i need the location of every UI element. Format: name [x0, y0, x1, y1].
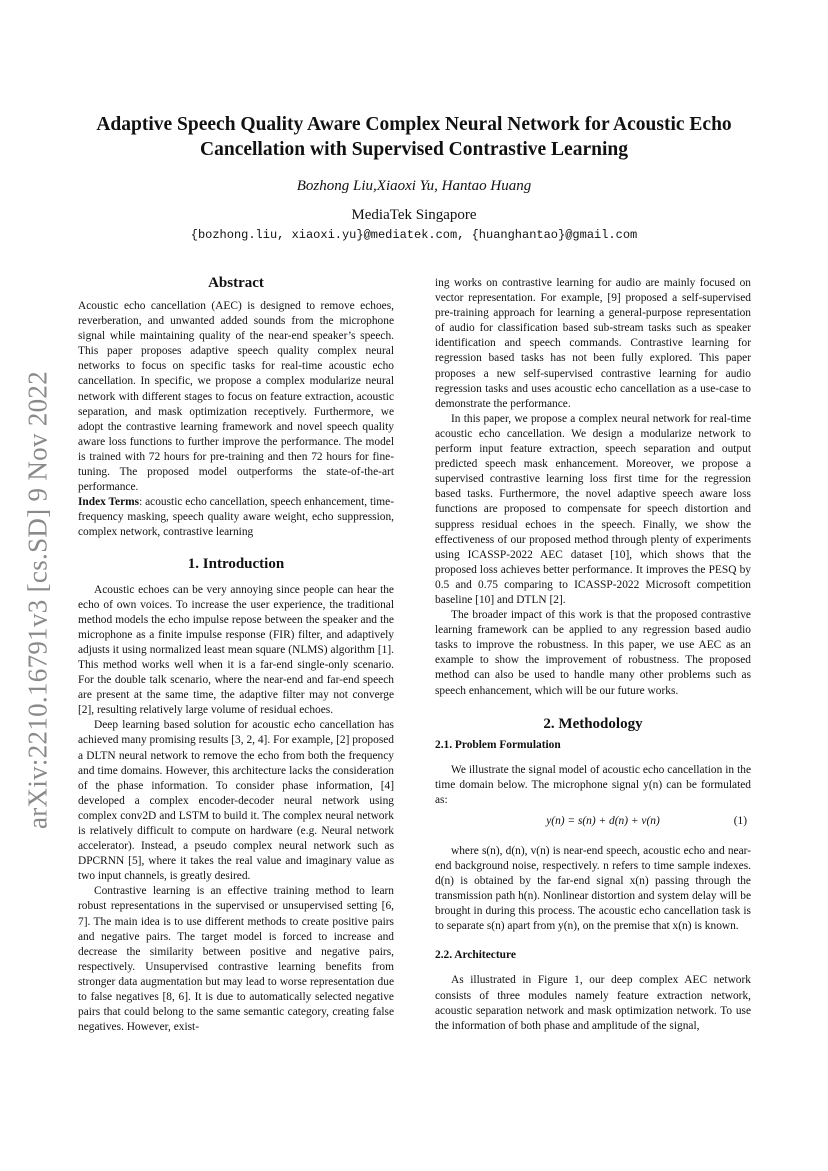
problem-formulation-paragraph-1: We illustrate the signal model of acoustic echo cancellation in the time domain below. The microphone signal y(n) can be formulated as: [435, 763, 751, 806]
index-terms [78, 495, 394, 540]
intro-heading: 1. Introduction [187, 555, 285, 572]
left-column [78, 274, 394, 1035]
problem-formulation-heading: 2.1. Problem Formulation [435, 738, 561, 751]
intro-paragraph-1: Acoustic echoes can be very annoying since people can hear the echo of own voices. To increase the user experience, the traditional method models the echo impulse repose between the speaker and the microphone as a finite impulse response (FIR) filter, and adaptively adjusts it using normalized least mean square (NLMS) algorithm [1]. This method works well when it is a far-end single-only scenario. For the double talk scenario, where the near-end and far-end speech are present at the same time, the adaptive filter may not converge [2], resulting relatively large volume of residual echoes. [78, 583, 394, 717]
affiliation: MediaTek Singapore [351, 207, 477, 223]
methodology-heading: 2. Methodology [543, 715, 643, 732]
arxiv-side-stamp [14, 365, 62, 835]
abstract-heading: Abstract [208, 275, 264, 291]
author-list: Bozhong Liu,Xiaoxi Yu, Hantao Huang [296, 178, 532, 194]
index-terms-text: : acoustic echo cancellation, speech enhancement, time-frequency masking, speech quality aware weight, echo suppression, complex network, contrastive learning [78, 496, 394, 539]
paper-header [70, 112, 758, 242]
abstract-text: Acoustic echo cancellation (AEC) is designed to remove echoes, reverberation, and unwanted added sounds from the microphone signal while maintaining quality of the near-end speaker’s speech. This paper proposes adaptive speech quality complex neural networks to focus on specific tasks for real-time acoustic echo cancellation. In specific, we propose a complex modularize neural network with different stages to focus on feature extraction, acoustic separation, and mask optimization receptively. Furthermore, we adopt the contrastive learning framework and novel speech quality aware loss functions to further improve the performance. The model is trained with 72 hours for pre-training and then 72 hours for fine-tuning. The proposed model outperforms the state-of-the-art performance. [78, 300, 394, 494]
architecture-paragraph-1: As illustrated in Figure 1, our deep complex AEC network consists of three modules namely feature extraction network, acoustic separation network and mask optimization network. To use the information of both phase and amplitude of the signal, [435, 974, 751, 1032]
intro-paragraph-2: Deep learning based solution for acoustic echo cancellation has achieved many promising results [3, 2, 4]. For example, [2] proposed a DLTN neural network to remove the echo from both the frequency and time domains. However, this architecture lacks the consideration of the phase information. To consider phase information, [4] developed a complex encoder-decoder neural network using complex conv2D and LSTM to build it. The complex neural network is relatively difficult to compute on hardware (e.g. Neural network accelerator). Instead, a pseudo complex neural network such as DPCRNN [5], where it takes the real value and imaginary value as two input channels, is greatly desired. [78, 719, 394, 883]
architecture-heading: 2.2. Architecture [435, 949, 516, 962]
equation-body: y(n) = s(n) + d(n) + v(n) [546, 814, 660, 827]
right-column [435, 276, 751, 1034]
intro-paragraph-3: Contrastive learning is an effective training method to learn robust representations in the supervised or unsupervised setting [6, 7]. The main idea is to use different methods to create positive pairs and negative pairs. The target model is forced to increase and decrease the similarity between positive and negative pairs, respectively. Unsupervised contrastive learning benefits from stronger data augmentation but may lead to worse representation due to false negatives [8, 6]. It is due to automatically selected negative pairs that could belong to the same semantic category, creating false negatives. However, exist- [78, 885, 394, 1034]
author-emails: {bozhong.liu, xiaoxi.yu}@mediatek.com, {huanghantao}@gmail.com [190, 228, 638, 242]
problem-formulation-paragraph-2: where s(n), d(n), v(n) is near-end speech, acoustic echo and near-end background noise, respectively. n refers to time sample indexes. d(n) is obtained by the far-end signal x(n) passing through the transmission path h(n). Nonlinear distortion and system delay will be brought in during this process. The acoustic echo cancellation task is to separate s(n) apart from y(n), on the premise that x(n) is known. [435, 844, 751, 933]
intro-paragraph-6: The broader impact of this work is that the proposed contrastive learning framework can be applied to any regression based audio tasks to improve the robustness. In this paper, we use AEC as an example to show the improvement of robustness. The proposed method can also be used to handle many other problems such as speech enhancement, which will be our future works. [435, 609, 751, 697]
index-terms-label: Index Terms [78, 496, 140, 509]
intro-paragraph-4: ing works on contrastive learning for audio are mainly focused on vector representation. For example, [9] proposed a self-supervised pre-training approach for learning a general-purpose representation of audio for classification based sub-stream tasks such as speaker identification and speech commands. Contrastive learning for regression based tasks has not been fully explored. This paper proposes a new self-supervised contrastive learning for audio regression tasks and uses acoustic echo cancellation as a use-case to demonstrate the performance. [435, 277, 751, 410]
equation-number: (1) [733, 814, 747, 827]
intro-paragraph-5: In this paper, we propose a complex neural network for real-time acoustic echo cancellation. We design a modularize network to perform input feature extraction, speech separation and output predicted speech mask enhancement. Moreover, we propose a supervised contrastive learning loss first time for the regression based tasks. Furthermore, the novel adaptive speech aware loss functions are proposed to compensate for speech distortion and suppress residual echoes in the speech. Finally, we show the effectiveness of our proposed method through plenty of experiments using ICASSP-2022 AEC dataset [10], which shows that the proposed loss achieves better performance. It improves the PESQ by 0.5 and 0.75 comparing to ICASSP-2022 Microsoft competition baseline [10] and DTLN [2]. [435, 412, 751, 606]
equation-1 [435, 814, 751, 838]
arxiv-identifier: arXiv:2210.16791v3 [cs.SD] 9 Nov 2022 [22, 370, 53, 830]
paper-title: Adaptive Speech Quality Aware Complex Neural Network for Acoustic Echo Cancellation with Supervised Contrastive Learning [96, 114, 732, 160]
